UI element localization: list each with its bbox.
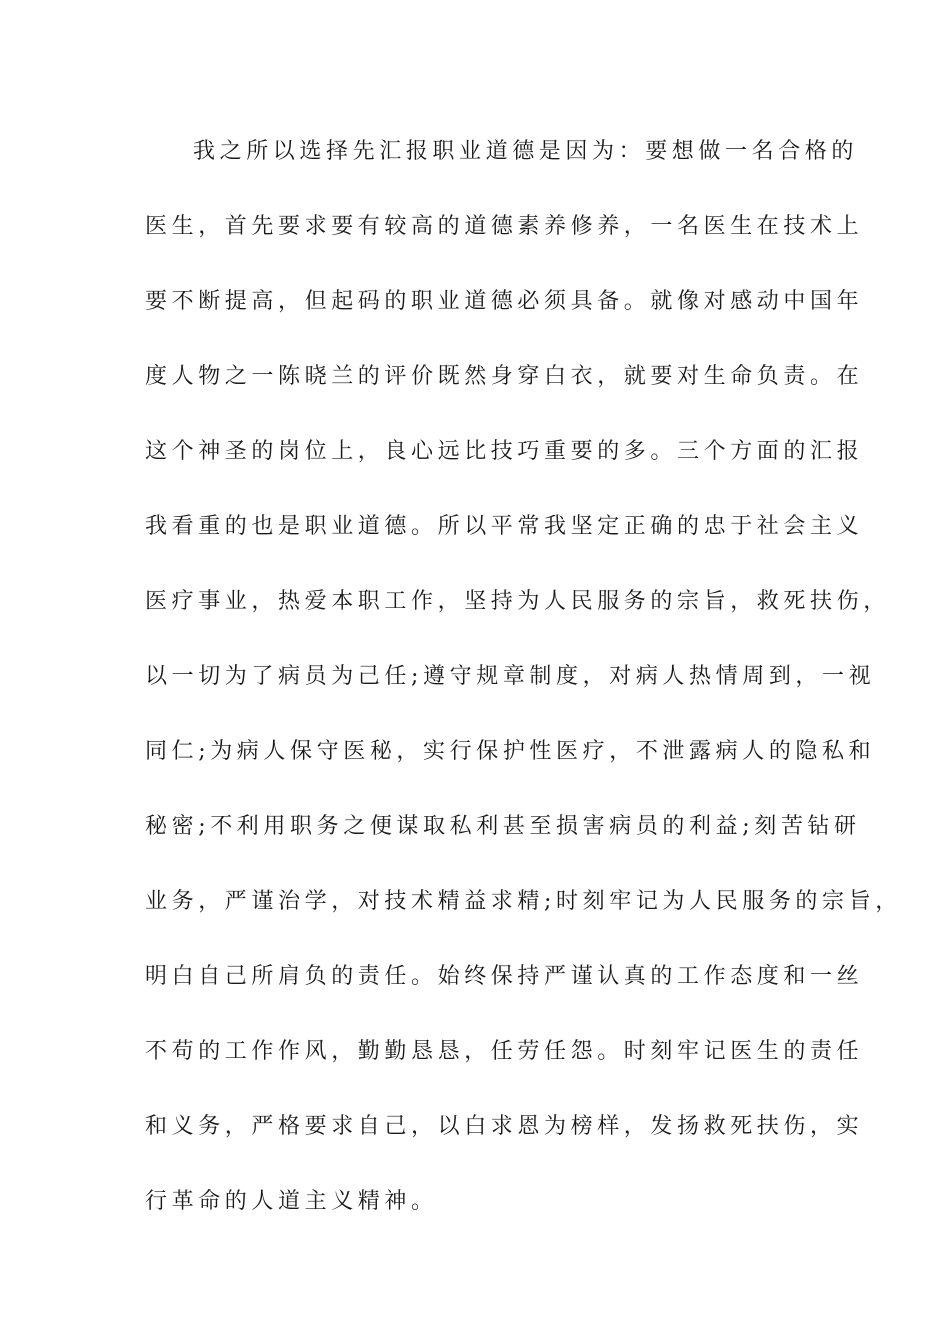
paragraph-line-5: 这个神圣的岗位上，良心远比技巧重要的多。三个方面的汇报 [145,439,864,464]
paragraph-line-13: 不苟的工作作风，勤勤恳恳，任劳任怨。时刻牢记医生的责任 [145,1039,864,1064]
paragraph-line-7: 医疗事业，热爱本职工作，坚持为人民服务的宗旨，救死扶伤， [145,589,890,614]
paragraph-line-8: 以一切为了病员为己任;遵守规章制度，对病人热情周到，一视 [145,664,876,689]
paragraph-line-15: 行革命的人道主义精神。 [145,1189,438,1214]
paragraph-line-2: 医生，首先要求要有较高的道德素养修养，一名医生在技术上 [145,214,864,239]
paragraph-line-6: 我看重的也是职业道德。所以平常我坚定正确的忠于社会主义 [145,514,864,539]
paragraph-line-9: 同仁;为病人保守医秘，实行保护性医疗，不泄露病人的隐私和 [145,739,876,764]
paragraph-line-11: 业务，严谨治学，对技术精益求精;时刻牢记为人民服务的宗旨， [145,889,902,914]
paragraph-line-12: 明白自己所肩负的责任。始终保持严谨认真的工作态度和一丝 [145,964,864,989]
paragraph-line-10: 秘密;不利用职务之便谋取私利甚至损害病员的利益;刻苦钻研 [145,814,861,839]
paragraph-line-1: 我之所以选择先汇报职业道德是因为：要想做一名合格的 [193,139,859,164]
paragraph-line-4: 度人物之一陈晓兰的评价既然身穿白衣，就要对生命负责。在 [145,364,864,389]
paragraph-line-3: 要不断提高，但起码的职业道德必须具备。就像对感动中国年 [145,289,864,314]
paragraph-line-14: 和义务，严格要求自己，以白求恩为榜样，发扬救死扶伤，实 [145,1114,864,1139]
body-paragraph [145,130,902,1255]
